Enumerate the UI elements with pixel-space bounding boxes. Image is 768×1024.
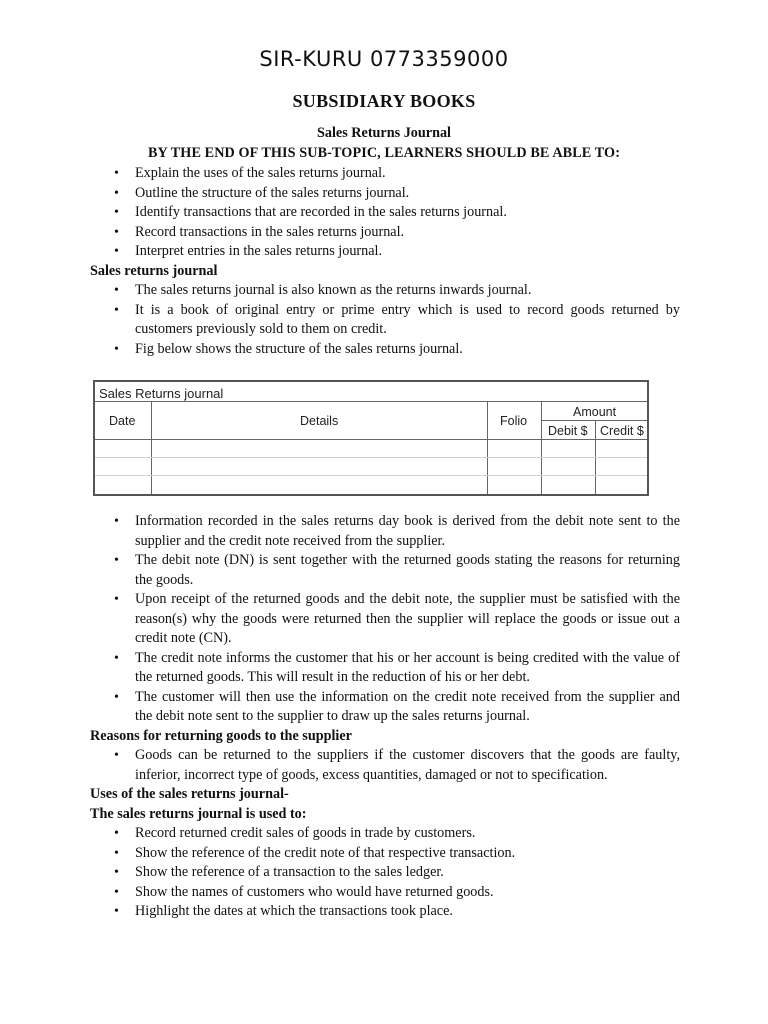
list-item: • Goods can be returned to the suppliers if the customer discovers that the goods are faulty, inferior, incorrect type of goods, excess quantities, damaged or not to specification. xyxy=(90,746,680,785)
column-header-credit: Credit $ xyxy=(600,424,644,438)
section1-list xyxy=(90,281,680,359)
section-heading: Reasons for returning goods to the supplier xyxy=(90,727,352,744)
column-header-amount: Amount xyxy=(573,405,617,419)
section2-list xyxy=(90,512,680,727)
section3-list xyxy=(90,746,680,785)
list-item: • Show the reference of a transaction to the sales ledger. xyxy=(90,863,680,883)
section-heading: Sales returns journal xyxy=(90,262,218,279)
section4-list xyxy=(90,824,680,922)
section-subheading: The sales returns journal is used to: xyxy=(90,805,307,822)
column-header-date: Date xyxy=(109,414,136,428)
list-item: • It is a book of original entry or prime entry which is used to record goods returned by customers previously sold to them on credit. xyxy=(90,301,680,340)
objectives-list xyxy=(90,164,680,262)
section-heading: Uses of the sales returns journal- xyxy=(90,786,289,802)
list-item: • Record transactions in the sales returns journal. xyxy=(90,223,680,243)
list-item: • The sales returns journal is also known as the returns inwards journal. xyxy=(90,281,680,301)
divider xyxy=(541,401,542,494)
list-item: • Interpret entries in the sales returns journal. xyxy=(90,242,680,262)
list-item: • Information recorded in the sales returns day book is derived from the debit note sent to the supplier and the credit note received from the supplier. xyxy=(90,512,680,551)
divider xyxy=(151,401,152,494)
objectives-section xyxy=(90,164,680,359)
list-item: • Fig below shows the structure of the sales returns journal. xyxy=(90,340,680,360)
page-subtitle: Sales Returns Journal xyxy=(316,125,451,141)
brand-header: SIR-KURU 0773359000 xyxy=(259,47,509,71)
list-item: • Identify transactions that are recorded in the sales returns journal. xyxy=(90,203,680,223)
list-item: • Record returned credit sales of goods in trade by customers. xyxy=(90,824,680,844)
list-item: • Show the names of customers who would have returned goods. xyxy=(90,883,680,903)
sales-returns-journal-figure xyxy=(93,380,649,496)
divider xyxy=(95,475,647,476)
divider xyxy=(487,401,488,494)
divider xyxy=(95,401,647,402)
column-header-debit: Debit $ xyxy=(548,424,588,438)
divider xyxy=(95,457,647,458)
list-item: • Upon receipt of the returned goods and the debit note, the supplier must be satisfied with the reason(s) why the goods were returned then the supplier will replace the goods or issue out a credit note (CN). xyxy=(90,590,680,649)
list-item: • Explain the uses of the sales returns journal. xyxy=(90,164,680,184)
list-item: • The credit note informs the customer that his or her account is being credited with the value of the returned goods. This will result in the reduction of his or her debt. xyxy=(90,649,680,688)
objectives-heading: BY THE END OF THIS SUB-TOPIC, LEARNERS SHOULD BE ABLE TO: xyxy=(147,145,621,161)
list-item: • The customer will then use the information on the credit note received from the supplier and the debit note sent to the supplier to draw up the sales returns journal. xyxy=(90,688,680,727)
list-item: • The debit note (DN) is sent together with the returned goods stating the reasons for returning the goods. xyxy=(90,551,680,590)
column-header-details: Details xyxy=(300,414,339,428)
journal-title: Sales Returns journal xyxy=(99,386,224,401)
list-item: • Show the reference of the credit note of that respective transaction. xyxy=(90,844,680,864)
list-item: • Highlight the dates at which the transactions took place. xyxy=(90,902,680,922)
notes-section xyxy=(90,512,680,922)
list-item: • Outline the structure of the sales returns journal. xyxy=(90,184,680,204)
column-header-folio: Folio xyxy=(500,414,528,428)
page-title: SUBSIDIARY BOOKS xyxy=(292,91,476,111)
